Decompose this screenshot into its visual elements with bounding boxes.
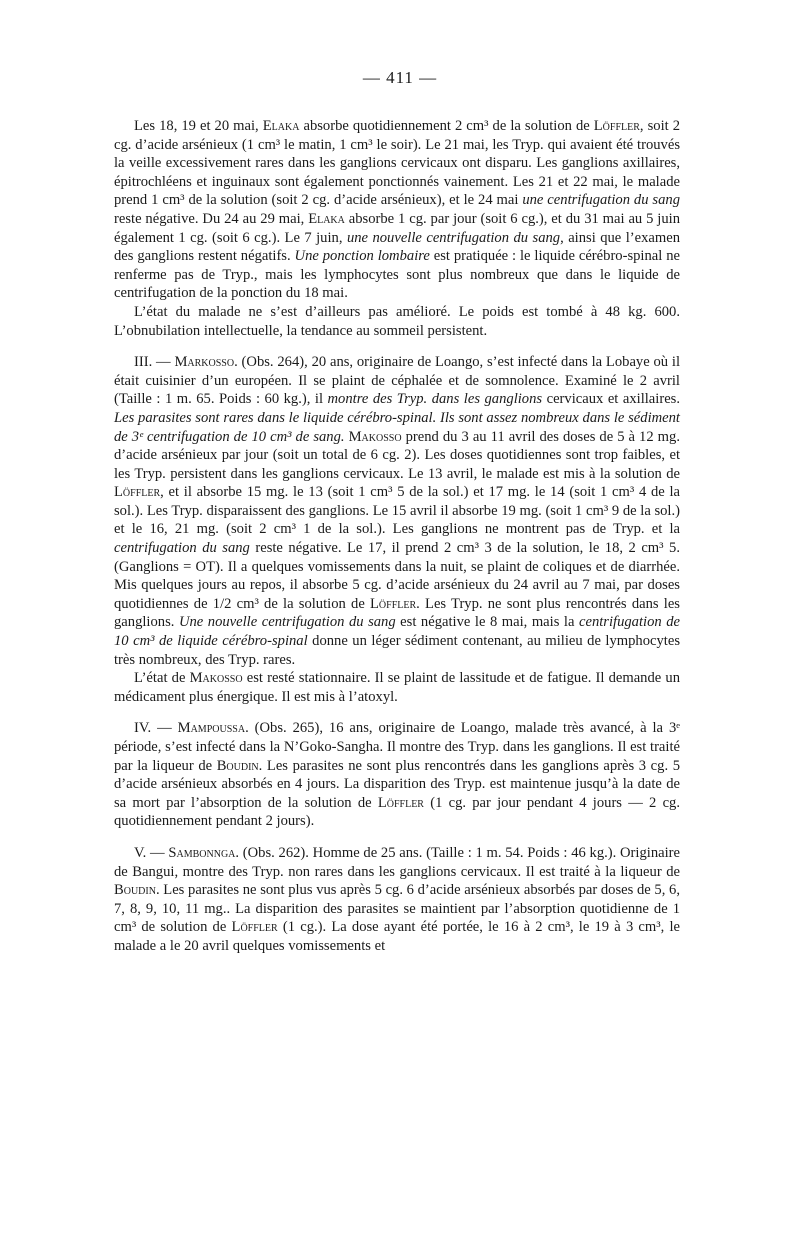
text-run: prend du 3 au 11 avril des doses de 5 à 12 mg. d’acide arsénieux par jour (soit un total de 6 cg. 2). Les doses quotidiennes sont trop faibles, et les Tryp. persistent dans les ganglions cervicaux. Le 13 avril, le malade est mis à la solution de bbox=[114, 428, 680, 482]
text-run: absorbe 1 cg. par jour (soit 6 cg.), et du 31 mai au 5 juin également 1 cg. (soit 6 cg.). Le 7 juin, bbox=[114, 210, 681, 246]
text-run: L’état de bbox=[134, 670, 190, 687]
text-run: , et il absorbe 15 mg. le 13 (soit 1 cm³ 5 de la sol.) et 17 mg. le 14 (soit 1 cm³ 4 de la sol.). Les Tryp. disparaissent des ganglions. Le 15 avril il absorbe 19 mg. (soit 1 cm³ 9 de la sol.) et le 16, 21 mg. (soit 2 cm³ 1 de la sol.). Les ganglions ne montrent pas de Tryp. et la bbox=[114, 484, 680, 538]
smallcaps-name: Boudin bbox=[114, 882, 156, 899]
smallcaps-name: Elaka bbox=[308, 210, 345, 227]
text-run: III. — bbox=[134, 354, 175, 371]
italic-text: une nouvelle centrifugation du sang bbox=[346, 229, 561, 246]
italic-text: Une ponction lombaire bbox=[294, 248, 430, 265]
text-run: reste négative. Du 24 au 29 mai, bbox=[114, 210, 309, 227]
text-run: absorbe quotidiennement 2 cm³ de la solution de bbox=[299, 118, 594, 134]
italic-text: Une nouvelle centrifugation du sang bbox=[178, 614, 396, 631]
italic-text: Les parasites sont rares dans le liquide cérébro-spinal. Ils sont assez nombreux dans le sédiment de 3ᵉ centrifugation de 10 cm³ de sang. bbox=[114, 409, 680, 445]
text-run: Les 18, 19 et 20 mai, bbox=[134, 118, 263, 134]
paragraph-case-iv-mampoussa bbox=[114, 719, 680, 831]
smallcaps-name: Löffler bbox=[377, 794, 424, 811]
text-run: . (Obs. 262). Homme de 25 ans. (Taille : 1 m. 54. Poids : 46 kg.). Originaire de Bangui, montre des Tryp. non rares dans les ganglions cervicaux. Il est traité à la liqueur de bbox=[114, 844, 680, 880]
page-number: — 411 — bbox=[362, 68, 438, 87]
text-run: . Les Tryp. ne sont plus rencontrés dans les ganglions. bbox=[114, 595, 680, 631]
text-run: , soit 2 cg. d’acide arsénieux (1 cm³ le matin, 1 cm³ le soir). Le 21 mai, les Tryp. qui avaient été trouvés la veille excessivement rares dans les ganglions cervicaux ont disparu. Les ganglions axillaires, épitrochléens et inguinaux sont également ponctionnés vainement. Les 21 et 22 mai, le malade prend 1 cm³ de la solution (soit 2 cg. d’acide arsénieux), et le 24 mai bbox=[114, 118, 681, 209]
smallcaps-name: Löffler bbox=[114, 484, 161, 501]
text-run: . Les parasites ne sont plus vus après 5 cg. 6 d’acide arsénieux absorbés par doses de 5, 6, 7, 8, 9, 10, 11 mg.. La disparition des parasites se maintient par l’absorption quotidienne de 1 cm³ de solution de bbox=[114, 882, 680, 936]
text-run: cervicaux et axillaires. bbox=[542, 391, 681, 408]
text-run: L’état du malade ne s’est d’ailleurs pas amélioré. Le poids est tombé à 48 kg. 600. L’obnubilation intellectuelle, la tendance au sommeil persistent. bbox=[114, 303, 680, 339]
text-run: . (Obs. 264), 20 ans, originaire de Loango, s’est infecté dans la Lobaye où il était cuisinier d’un européen. Il se plaint de céphalée et de somnolence. Examiné le 2 avril (Taille : 1 m. 65. Poids : 60 kg.), il bbox=[114, 354, 680, 408]
smallcaps-name: Sambonnga bbox=[168, 844, 236, 861]
text-run: . Les parasites ne sont plus rencontrés dans les ganglions après 3 cg. 5 d’acide arsénieux absorbés en 4 jours. La disparition des Tryp. est maintenue jusqu’à la date de sa mort par l’absorption de la solution de bbox=[114, 757, 681, 811]
text-run: est resté stationnaire. Il se plaint de lassitude et de fatigue. Il demande un médicament plus énergique. Il est mis à l’atoxyl. bbox=[114, 670, 680, 705]
paragraph-case-v-sambonnga bbox=[114, 844, 680, 956]
text-run: reste négative. Le 17, il prend 2 cm³ 3 de la solution, le 18, 2 cm³ 5.(Ganglions = OT). Il a quelques vomissements dans la nuit, se plaint de coliques et de diarrhée. Mis quelques jours au repos, il absorbe 5 cg. d’acide arsénieux du 24 avril au 7 mai, par doses quotidiennes de 1/2 cm³ de la solution de bbox=[114, 540, 680, 612]
text-run: (1 cg. par jour pendant 4 jours — 2 cg. quotidiennement pendant 2 jours). bbox=[114, 794, 680, 830]
paragraph-case-iii-markosso bbox=[114, 353, 680, 669]
smallcaps-name: Makosso bbox=[348, 428, 402, 445]
text-run: (1 cg.). La dose ayant été portée, le 16 à 2 cm³, le 19 à 3 cm³, le malade a le 20 avril quelques vomissements et bbox=[114, 919, 680, 954]
text-run: donne un léger sédiment contenant, au milieu de lymphocytes très nombreux, des Tryp. rares. bbox=[114, 633, 680, 668]
paragraph-markosso-state bbox=[114, 669, 680, 706]
italic-text: montre des Tryp. dans les ganglions bbox=[327, 391, 543, 408]
text-run: est pratiquée : le liquide cérébro-spinal ne renferme pas de Tryp., mais les lymphocytes sont plus nombreux que dans le liquide de centrifugation de la ponction du 18 mai. bbox=[114, 248, 680, 302]
smallcaps-name: Löffler bbox=[593, 118, 640, 134]
paragraph-elaka-treatment bbox=[114, 117, 680, 303]
paragraph-elaka-state bbox=[114, 303, 680, 340]
text-run: V. — bbox=[134, 844, 169, 861]
smallcaps-name: Makosso bbox=[189, 670, 243, 687]
italic-text: centrifugation du sang bbox=[114, 540, 250, 557]
smallcaps-name: Löffler bbox=[231, 919, 278, 936]
smallcaps-name: Elaka bbox=[262, 118, 300, 134]
italic-text: une centrifugation du sang bbox=[522, 192, 680, 209]
smallcaps-name: Mampoussa bbox=[177, 720, 246, 737]
text-run: , ainsi que l’examen des ganglions restent négatifs. bbox=[114, 229, 681, 265]
text-run: . (Obs. 265), 16 ans, originaire de Loango, malade très avancé, à la 3ᵉ période, s’est infecté dans la N’Goko-Sangha. Il montre des Tryp. dans les ganglions. Il est traité par la liqueur de bbox=[114, 720, 680, 774]
italic-text: centrifugation de 10 cm³ de liquide cérébro-spinal bbox=[114, 614, 680, 650]
body-text bbox=[114, 117, 680, 956]
smallcaps-name: Löffler bbox=[370, 595, 417, 612]
text-run: est négative le 8 mai, mais la bbox=[395, 614, 579, 631]
text-run: IV. — bbox=[134, 720, 178, 737]
smallcaps-name: Boudin bbox=[216, 757, 259, 774]
smallcaps-name: Markosso bbox=[174, 354, 235, 371]
